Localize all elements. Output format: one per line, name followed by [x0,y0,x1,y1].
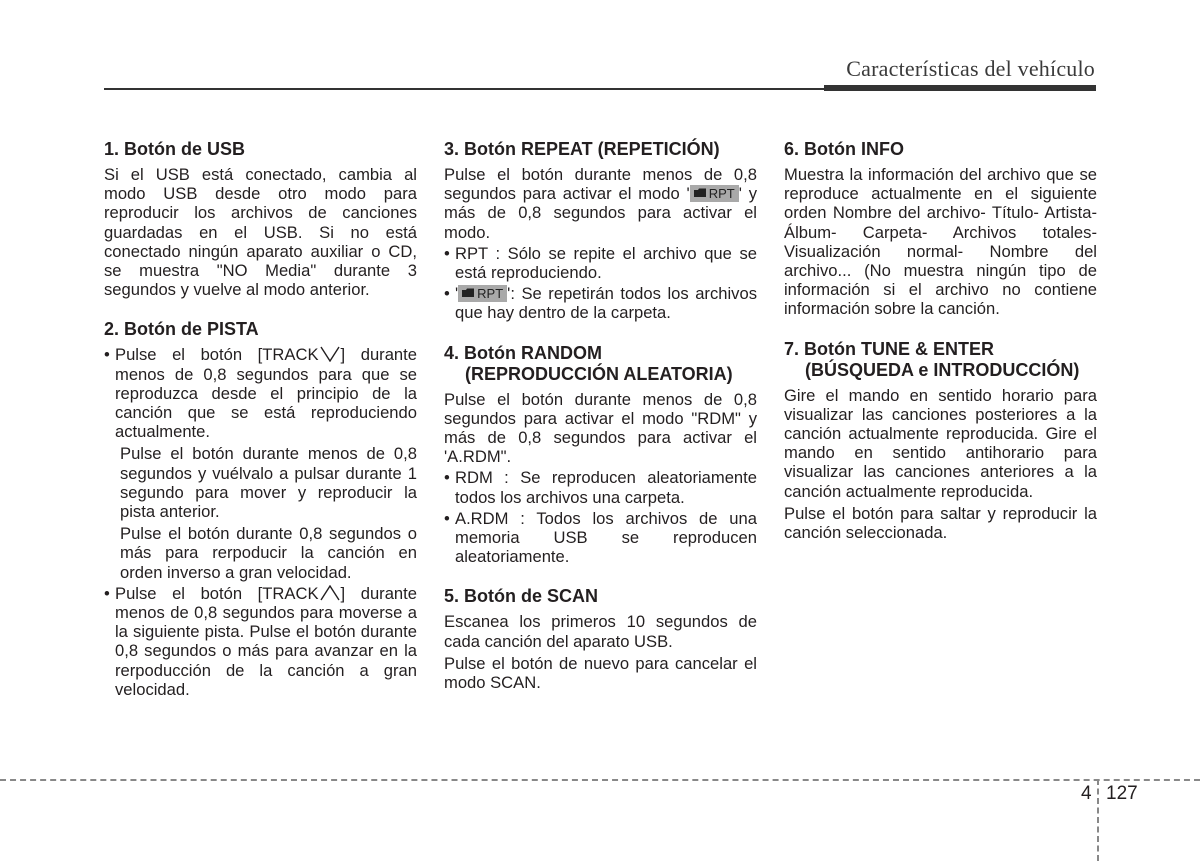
bullet-list [104,584,417,699]
section-body: Pulse el botón durante menos de 0,8 segundos para activar el modo "RDM" y más de 0,8 segundos para activar el 'A.RDM". [444,389,757,467]
paragraph: Pulse el botón durante menos de 0,8 segundos y vuélvalo a pulsar durante 1 segundo para mover y reproducir la pista anterior. [120,444,417,522]
list-item: • ' RPT ': Se repetirán todos los archivos que hay dentro de la carpeta. [444,284,757,322]
list-item: • A.RDM : Todos los archivos de una memoria USB se reproducen aleatoriamente. [444,509,757,567]
section-random-button [444,343,757,567]
column-2 [444,139,757,712]
list-item: • Pulse el botón [TRACK ] durante menos de 0,8 segundos para moverse a la siguiente pista. Pulse el botón durante 0,8 segundos o más para avanzar en la rerpoducción de la canción a gran velocidad. [104,584,417,699]
rpt-folder-badge: RPT [458,285,507,302]
folder-icon [694,188,706,198]
section-title: 6. Botón INFO [784,139,904,159]
section-title: 2. Botón de PISTA [104,319,259,340]
rpt-folder-badge: RPT [690,185,739,202]
paragraph: Pulse el botón de nuevo para cancelar el modo SCAN. [444,653,757,693]
section-info-button [784,139,1097,319]
section-body: Si el USB está conectado, cambia al modo USB desde otro modo para reproducir los archivos de canciones guardadas en el USB. Si no está conectado ningún aparato auxiliar o CD, se muestra "NO Media" durante 3 segundos y vuelve al modo anterior. [104,165,417,300]
header-rule [104,88,824,90]
footer-page-divider [1097,779,1099,861]
footer-divider [0,779,1200,781]
column-1 [104,139,417,719]
section-repeat-button [444,139,757,323]
section-track-button [104,319,417,699]
bullet-list [444,468,757,566]
chevron-down-icon [320,346,340,362]
folder-icon [462,288,474,298]
header-rule-accent [824,85,1096,91]
section-body: Pulse el botón durante menos de 0,8 segundos para activar el modo ' RPT ' y más de 0,8 segundos para activar el modo. [444,165,757,242]
section-tune-enter-button [784,339,1097,543]
section-usb-button [104,139,417,299]
chevron-up-icon [320,585,340,601]
page-header-title: Características del vehículo [846,56,1095,81]
section-title: 5. Botón de SCAN [444,586,599,607]
page-number: 127 [1106,783,1138,804]
section-title: 4. Botón RANDOM (REPRODUCCIÓN ALEATORIA) [444,342,733,384]
section-title: 7. Botón TUNE & ENTER (BÚSQUEDA e INTRODUCCIÓN) [784,338,1080,380]
paragraph: Pulse el botón durante 0,8 segundos o más para rerpoducir la canción en orden inverso a gran velocidad. [120,524,417,582]
section-body: Muestra la información del archivo que se reproduce actualmente en el siguiente orden Nombre del archivo- Título- Artista- Álbum- Carpeta- Archivos totales- Visualización normal- Nombre del archivo... (No muestra ningún tipo de información si el archivo no contiene información sobre la canción. [784,165,1097,319]
list-item: • RPT : Sólo se repite el archivo que se está reproduciendo. [444,244,757,282]
paragraph: Gire el mando en sentido horario para visualizar las canciones posteriores a la canción actualmente reproducida. Gire el mando en sentido antihorario para visualizar las canciones anteriores a la canción actualmente reproducida. [784,385,1097,501]
section-scan-button [444,586,757,692]
bullet-list [444,244,757,323]
column-3 [784,139,1097,562]
section-title: 1. Botón de USB [104,139,246,159]
section-title: 3. Botón REPEAT (REPETICIÓN) [444,139,720,159]
bullet-list [104,345,417,441]
chapter-number: 4 [1081,783,1092,804]
list-item: • Pulse el botón [TRACK ] durante menos de 0,8 segundos para que se reproduzca desde el principio de la canción que se está reproduciendo actualmente. [104,345,417,441]
paragraph: Escanea los primeros 10 segundos de cada canción del aparato USB. [444,612,757,651]
paragraph: Pulse el botón para saltar y reproducir la canción seleccionada. [784,503,1097,543]
list-item: • RDM : Se reproducen aleatoriamente todos los archivos una carpeta. [444,468,757,506]
